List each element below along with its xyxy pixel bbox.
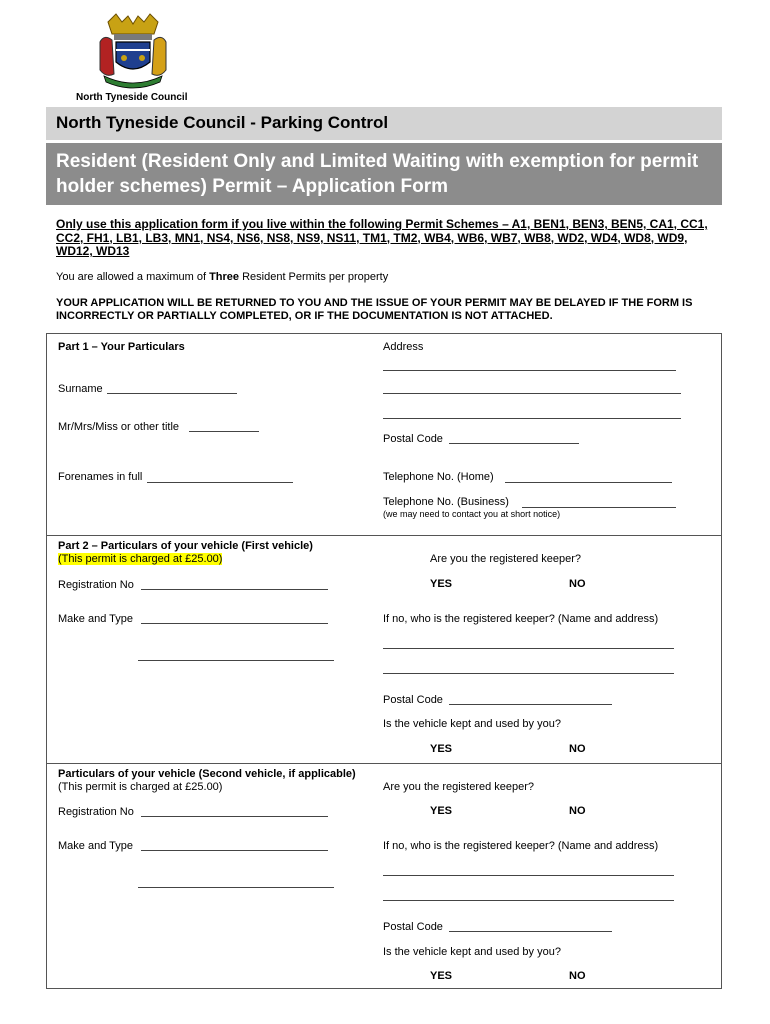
tel-home-label: Telephone No. (Home) — [383, 471, 494, 483]
part2-registration-field[interactable] — [141, 589, 328, 590]
part2-postal-code-label: Postal Code — [383, 694, 443, 706]
section-divider — [46, 535, 722, 536]
part3-make-type-line-2[interactable] — [138, 887, 334, 888]
part2-postal-code-field[interactable] — [449, 704, 612, 705]
max-permits-suffix: Resident Permits per property — [239, 271, 389, 283]
council-logo — [72, 12, 196, 106]
part2-registration-label: Registration No — [58, 579, 134, 591]
council-crest-icon — [94, 12, 172, 92]
part2-keeper-yes[interactable]: YES — [430, 578, 453, 590]
part3-kept-no[interactable]: NO — [569, 970, 586, 982]
part2-keeper-line-1[interactable] — [383, 648, 674, 649]
surname-label: Surname — [58, 383, 103, 395]
part3-postal-code-field[interactable] — [449, 931, 612, 932]
header-band — [46, 107, 722, 140]
part3-keeper-no[interactable]: NO — [569, 805, 586, 817]
part3-postal-code-label: Postal Code — [383, 921, 443, 933]
part2-charge-note: (This permit is charged at £25.00) — [58, 553, 223, 565]
surname-field[interactable] — [107, 393, 237, 394]
part2-make-type-label: Make and Type — [58, 613, 134, 625]
tel-business-label: Telephone No. (Business) — [383, 496, 509, 508]
part3-keeper-yes[interactable]: YES — [430, 805, 453, 817]
part2-keeper-if-no: If no, who is the registered keeper? (Name and address) — [383, 613, 659, 625]
forenames-label: Forenames in full — [58, 471, 143, 483]
max-permits-prefix: You are allowed a maximum of — [56, 271, 210, 283]
max-permits-note — [56, 271, 388, 283]
part2-make-type-field[interactable] — [141, 623, 328, 624]
title-label: Mr/Mrs/Miss or other title — [58, 421, 180, 433]
part3-make-type-field[interactable] — [141, 850, 328, 851]
address-line-1[interactable] — [383, 370, 676, 371]
title-field[interactable] — [189, 431, 259, 432]
part3-keeper-line-2[interactable] — [383, 900, 674, 901]
part2-make-type-line-2[interactable] — [138, 660, 334, 661]
form-title: Resident (Resident Only and Limited Waiting with exemption for permit holder schemes) Permit – Application Form — [56, 151, 699, 197]
part3-keeper-question: Are you the registered keeper? — [383, 781, 535, 793]
part3-keeper-if-no: If no, who is the registered keeper? (Name and address) — [383, 840, 659, 852]
part2-keeper-no[interactable]: NO — [569, 578, 586, 590]
permit-schemes-note: Only use this application form if you live within the following Permit Schemes – A1, BEN1, BEN3, BEN5, CA1, CC1, CC2, FH1, LB1, LB3, MN1, NS4, NS6, NS8, NS9, NS11, TM1, TM2, WB4, WB6, WB7, WB8, WD2, WD4, WD8, WD9, WD12, WD13 — [56, 217, 708, 258]
warning-text: YOUR APPLICATION WILL BE RETURNED TO YOU AND THE ISSUE OF YOUR PERMIT MAY BE DELAYED IF THE FORM IS INCORRECTLY OR PARTIALLY COMPLETED, OR IF THE DOCUMENTATION IS NOT ATTACHED. — [56, 297, 693, 322]
part3-make-type-label: Make and Type — [58, 840, 134, 852]
page-header-title: North Tyneside Council - Parking Control — [56, 113, 389, 132]
part3-kept-yes[interactable]: YES — [430, 970, 453, 982]
postal-code-label: Postal Code — [383, 433, 443, 445]
address-line-3[interactable] — [383, 418, 681, 419]
part3-kept-used-question: Is the vehicle kept and used by you? — [383, 946, 561, 958]
part2-keeper-line-2[interactable] — [383, 673, 674, 674]
part2-kept-yes[interactable]: YES — [430, 743, 453, 755]
section-divider — [46, 763, 722, 764]
tel-home-field[interactable] — [505, 482, 672, 483]
part2-kept-used-question: Is the vehicle kept and used by you? — [383, 718, 561, 730]
part3-registration-field[interactable] — [141, 816, 328, 817]
part2-kept-no[interactable]: NO — [569, 743, 586, 755]
address-label: Address — [383, 341, 424, 353]
forenames-field[interactable] — [147, 482, 293, 483]
max-permits-count: Three — [209, 271, 240, 283]
postal-code-field[interactable] — [449, 443, 579, 444]
form-title-band — [46, 143, 722, 205]
part3-heading: Particulars of your vehicle (Second vehicle, if applicable) — [58, 768, 356, 780]
council-name-text: North Tyneside Council — [76, 92, 188, 103]
part3-charge-note: (This permit is charged at £25.00) — [58, 781, 223, 793]
tel-business-field[interactable] — [522, 507, 676, 508]
part3-registration-label: Registration No — [58, 806, 134, 818]
part2-keeper-question: Are you the registered keeper? — [430, 553, 582, 565]
part1-heading: Part 1 – Your Particulars — [58, 341, 185, 353]
contact-note: (we may need to contact you at short notice) — [383, 509, 561, 519]
part3-keeper-line-1[interactable] — [383, 875, 674, 876]
part2-heading: Part 2 – Particulars of your vehicle (First vehicle) — [58, 540, 313, 552]
address-line-2[interactable] — [383, 393, 681, 394]
